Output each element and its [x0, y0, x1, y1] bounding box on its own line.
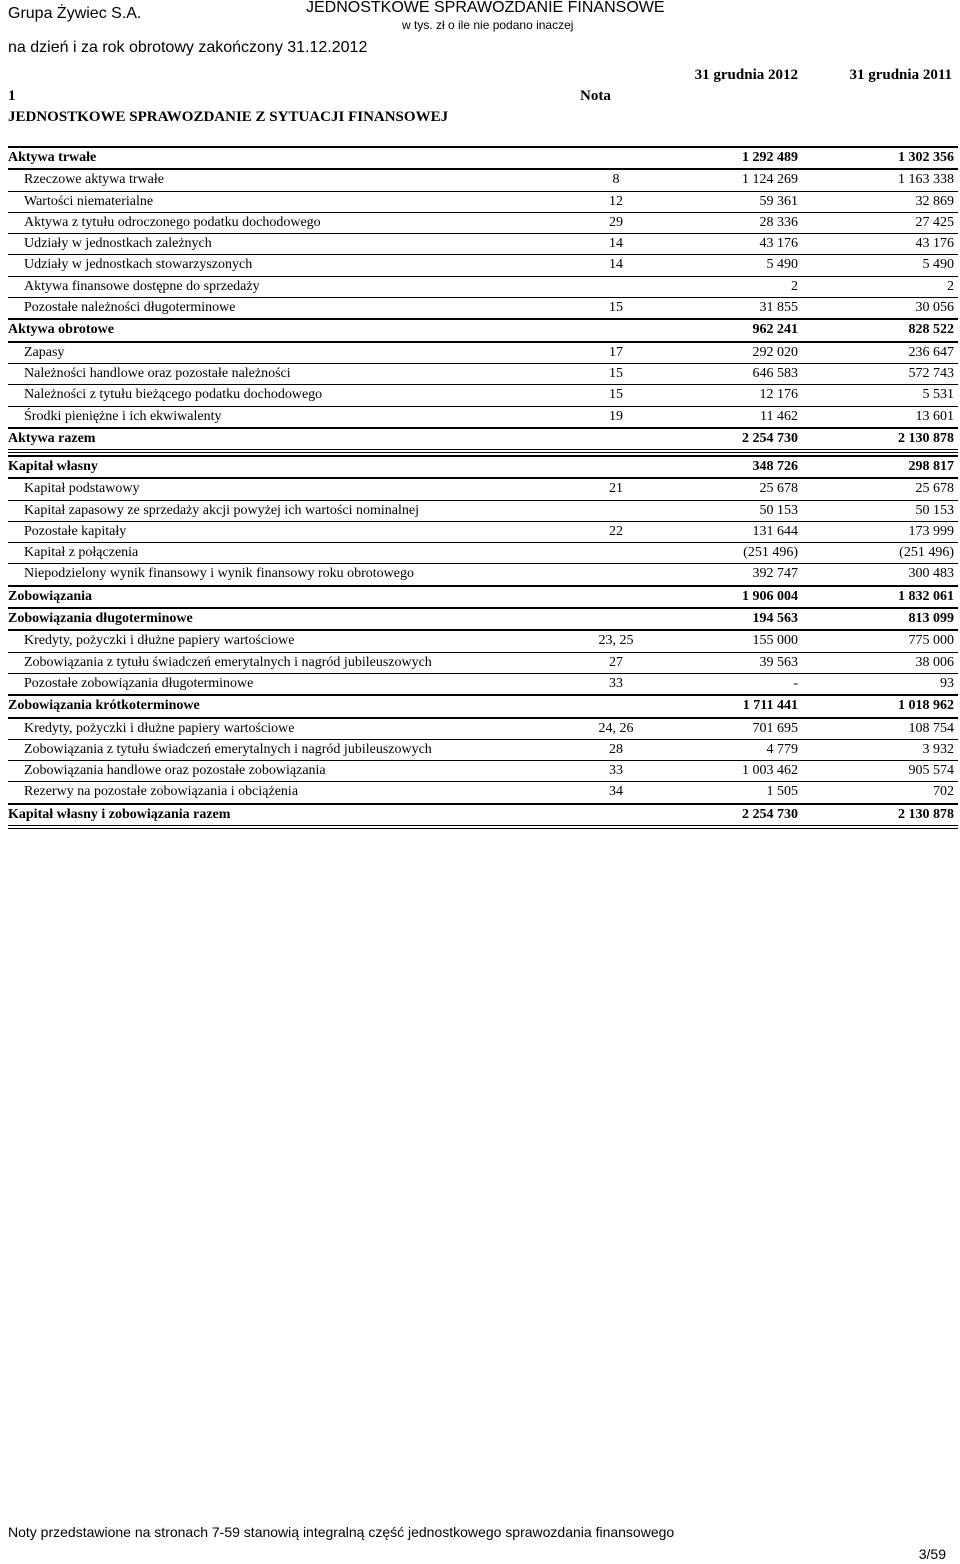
value-2012: 701 695	[752, 720, 798, 736]
row-label: Zobowiązania handlowe oraz pozostałe zobowiązania	[24, 763, 326, 779]
table-row	[8, 782, 958, 804]
row-note: 15	[609, 387, 623, 403]
section-number: 1	[8, 88, 16, 104]
table-row	[8, 609, 958, 631]
value-2011: 32 869	[915, 193, 954, 209]
value-2011: 173 999	[908, 523, 954, 539]
row-label: Zobowiązania z tytułu świadczeń emerytalnych i nagród jubileuszowych	[24, 654, 432, 670]
table-row	[8, 148, 958, 170]
row-label: Kapitał własny	[8, 459, 98, 474]
row-note: 23, 25	[598, 633, 634, 649]
row-note: 12	[609, 193, 623, 209]
table-row	[8, 457, 958, 479]
table-row	[8, 719, 958, 740]
value-2011: 2 130 878	[898, 806, 954, 822]
row-note: 24, 26	[598, 720, 634, 736]
value-2012: 348 726	[752, 459, 798, 474]
table-row	[8, 343, 958, 364]
row-label: Rezerwy na pozostałe zobowiązania i obciążenia	[24, 784, 299, 800]
value-2011: 236 647	[908, 344, 954, 360]
value-2012: 1 906 004	[742, 588, 798, 604]
value-2011: 5 531	[922, 387, 954, 403]
row-label: Kredyty, pożyczki i dłużne papiery wartościowe	[24, 633, 295, 649]
value-2011: 298 817	[908, 459, 954, 474]
value-2011: 50 153	[915, 502, 954, 518]
value-2012: 5 490	[766, 257, 798, 273]
row-label: Udziały w jednostkach stowarzyszonych	[24, 257, 253, 273]
row-label: Zobowiązania długoterminowe	[8, 611, 193, 627]
row-label: Kapitał zapasowy ze sprzedaży akcji powyżej ich wartości nominalnej	[24, 502, 419, 518]
table-row	[8, 522, 958, 543]
value-2011: 43 176	[915, 236, 954, 252]
row-label: Zapasy	[24, 344, 65, 360]
row-label: Kapitał podstawowy	[24, 481, 140, 497]
value-2012: 292 020	[752, 344, 798, 360]
column-header-nota: Nota	[580, 88, 611, 104]
value-2012: 646 583	[752, 365, 798, 381]
table-row	[8, 320, 958, 342]
value-2011: 775 000	[908, 633, 954, 649]
table-row	[8, 407, 958, 429]
value-2012: 1 003 462	[742, 763, 798, 779]
value-2011: 1 163 338	[898, 172, 954, 188]
row-label: Pozostałe należności długoterminowe	[24, 300, 236, 316]
row-label: Należności handlowe oraz pozostałe należności	[24, 365, 291, 381]
table-row	[8, 255, 958, 276]
value-2011: 1 018 962	[898, 698, 954, 714]
value-2012: 155 000	[752, 633, 798, 649]
value-2011: 30 056	[915, 300, 954, 316]
footer-note: Noty przedstawione na stronach 7-59 stanowią integralną część jednostkowego sprawozdania finansowego	[8, 1524, 675, 1540]
table-row	[8, 761, 958, 782]
table-row	[8, 364, 958, 385]
row-label: Aktywa razem	[8, 430, 96, 446]
value-2012: 2 254 730	[742, 806, 798, 822]
value-2011: 905 574	[908, 763, 954, 779]
table-row	[8, 170, 958, 191]
value-2011: 813 099	[908, 611, 954, 627]
row-note: 27	[609, 654, 623, 670]
table-row	[8, 234, 958, 255]
table-row	[8, 479, 958, 500]
value-2012: 28 336	[759, 214, 798, 230]
value-2011: (251 496)	[899, 545, 954, 561]
row-label: Należności z tytułu bieżącego podatku dochodowego	[24, 387, 323, 403]
value-2011: 13 601	[915, 408, 954, 424]
assets-table	[8, 148, 958, 453]
table-row	[8, 501, 958, 522]
value-2011: 25 678	[915, 481, 954, 497]
value-2011: 27 425	[915, 214, 954, 230]
row-label: Kapitał własny i zobowiązania razem	[8, 806, 231, 822]
row-label: Pozostałe kapitały	[24, 523, 127, 539]
value-2012: 1 505	[766, 784, 798, 800]
value-2012: 12 176	[759, 387, 798, 403]
value-2012: 1 124 269	[742, 172, 798, 188]
value-2011: 1 302 356	[898, 150, 954, 165]
value-2012: -	[793, 675, 798, 691]
value-2012: 962 241	[752, 322, 798, 338]
table-row	[8, 385, 958, 406]
row-note: 14	[609, 257, 623, 273]
unit-note: w tys. zł o ile nie podano inaczej	[402, 18, 574, 32]
value-2011: 2	[947, 278, 954, 294]
value-2012: 43 176	[759, 236, 798, 252]
row-label: Aktywa obrotowe	[8, 322, 114, 338]
value-2012: (251 496)	[743, 545, 798, 561]
table-row	[8, 298, 958, 320]
table-row	[8, 696, 958, 718]
table-row	[8, 564, 958, 586]
table-row	[8, 674, 958, 696]
row-label: Aktywa finansowe dostępne do sprzedaży	[24, 278, 260, 294]
value-2012: 11 462	[760, 408, 798, 424]
row-note: 22	[609, 523, 623, 539]
table-row	[8, 429, 958, 453]
row-label: Aktywa trwałe	[8, 150, 97, 165]
document-title: JEDNOSTKOWE SPRAWOZDANIE FINANSOWE	[306, 0, 665, 16]
table-row	[8, 805, 958, 829]
row-note: 34	[609, 784, 623, 800]
value-2012: 131 644	[752, 523, 798, 539]
row-note: 33	[609, 675, 623, 691]
row-note: 19	[609, 408, 623, 424]
section-title: JEDNOSTKOWE SPRAWOZDANIE Z SYTUACJI FINANSOWEJ	[8, 109, 449, 125]
row-label: Aktywa z tytułu odroczonego podatku dochodowego	[24, 214, 321, 230]
row-note: 29	[609, 214, 623, 230]
value-2011: 702	[933, 784, 954, 800]
row-note: 33	[609, 763, 623, 779]
liabilities-table	[8, 457, 958, 829]
value-2012: 39 563	[759, 654, 798, 670]
value-2011: 108 754	[908, 720, 954, 736]
table-row	[8, 653, 958, 674]
row-label: Udziały w jednostkach zależnych	[24, 236, 212, 252]
page-number: 3/59	[918, 1546, 946, 1562]
row-note: 15	[609, 300, 623, 316]
value-2011: 300 483	[908, 566, 954, 582]
value-2011: 572 743	[908, 365, 954, 381]
row-label: Zobowiązania	[8, 588, 93, 604]
row-note: 14	[609, 236, 623, 252]
value-2012: 25 678	[759, 481, 798, 497]
value-2012: 1 292 489	[742, 150, 798, 165]
table-row	[8, 740, 958, 761]
value-2011: 828 522	[908, 322, 954, 338]
value-2011: 3 932	[922, 741, 954, 757]
row-label: Zobowiązania krótkoterminowe	[8, 698, 200, 714]
company-name: Grupa Żywiec S.A.	[8, 5, 142, 22]
column-header-2011: 31 grudnia 2011	[849, 67, 952, 83]
value-2011: 1 832 061	[898, 588, 954, 604]
value-2011: 93	[940, 675, 954, 691]
table-row	[8, 213, 958, 234]
value-2012: 50 153	[759, 502, 798, 518]
report-date: na dzień i za rok obrotowy zakończony 31.12.2012	[8, 39, 368, 56]
table-row	[8, 543, 958, 564]
value-2012: 194 563	[752, 611, 798, 627]
value-2011: 38 006	[915, 654, 954, 670]
value-2012: 2	[791, 278, 798, 294]
row-note: 28	[609, 741, 623, 757]
value-2012: 31 855	[759, 300, 798, 316]
row-note: 21	[609, 481, 623, 497]
table-row	[8, 587, 958, 609]
row-label: Rzeczowe aktywa trwałe	[24, 172, 164, 188]
value-2011: 5 490	[922, 257, 954, 273]
column-header-2012: 31 grudnia 2012	[694, 67, 798, 83]
table-row	[8, 192, 958, 213]
value-2012: 4 779	[766, 741, 798, 757]
row-label: Pozostałe zobowiązania długoterminowe	[24, 675, 254, 691]
value-2011: 2 130 878	[898, 430, 954, 446]
value-2012: 392 747	[752, 566, 798, 582]
row-label: Kapitał z połączenia	[24, 545, 139, 561]
row-label: Środki pieniężne i ich ekwiwalenty	[24, 408, 222, 424]
row-label: Zobowiązania z tytułu świadczeń emerytalnych i nagród jubileuszowych	[24, 741, 432, 757]
row-label: Kredyty, pożyczki i dłużne papiery wartościowe	[24, 720, 295, 736]
row-note: 15	[609, 365, 623, 381]
value-2012: 1 711 441	[742, 698, 798, 714]
row-label: Niepodzielony wynik finansowy i wynik finansowy roku obrotowego	[24, 566, 414, 582]
row-note: 8	[612, 172, 620, 188]
value-2012: 2 254 730	[742, 430, 798, 446]
table-row	[8, 277, 958, 298]
row-note: 17	[609, 344, 623, 360]
value-2012: 59 361	[759, 193, 798, 209]
table-row	[8, 631, 958, 652]
row-label: Wartości niematerialne	[24, 193, 154, 209]
